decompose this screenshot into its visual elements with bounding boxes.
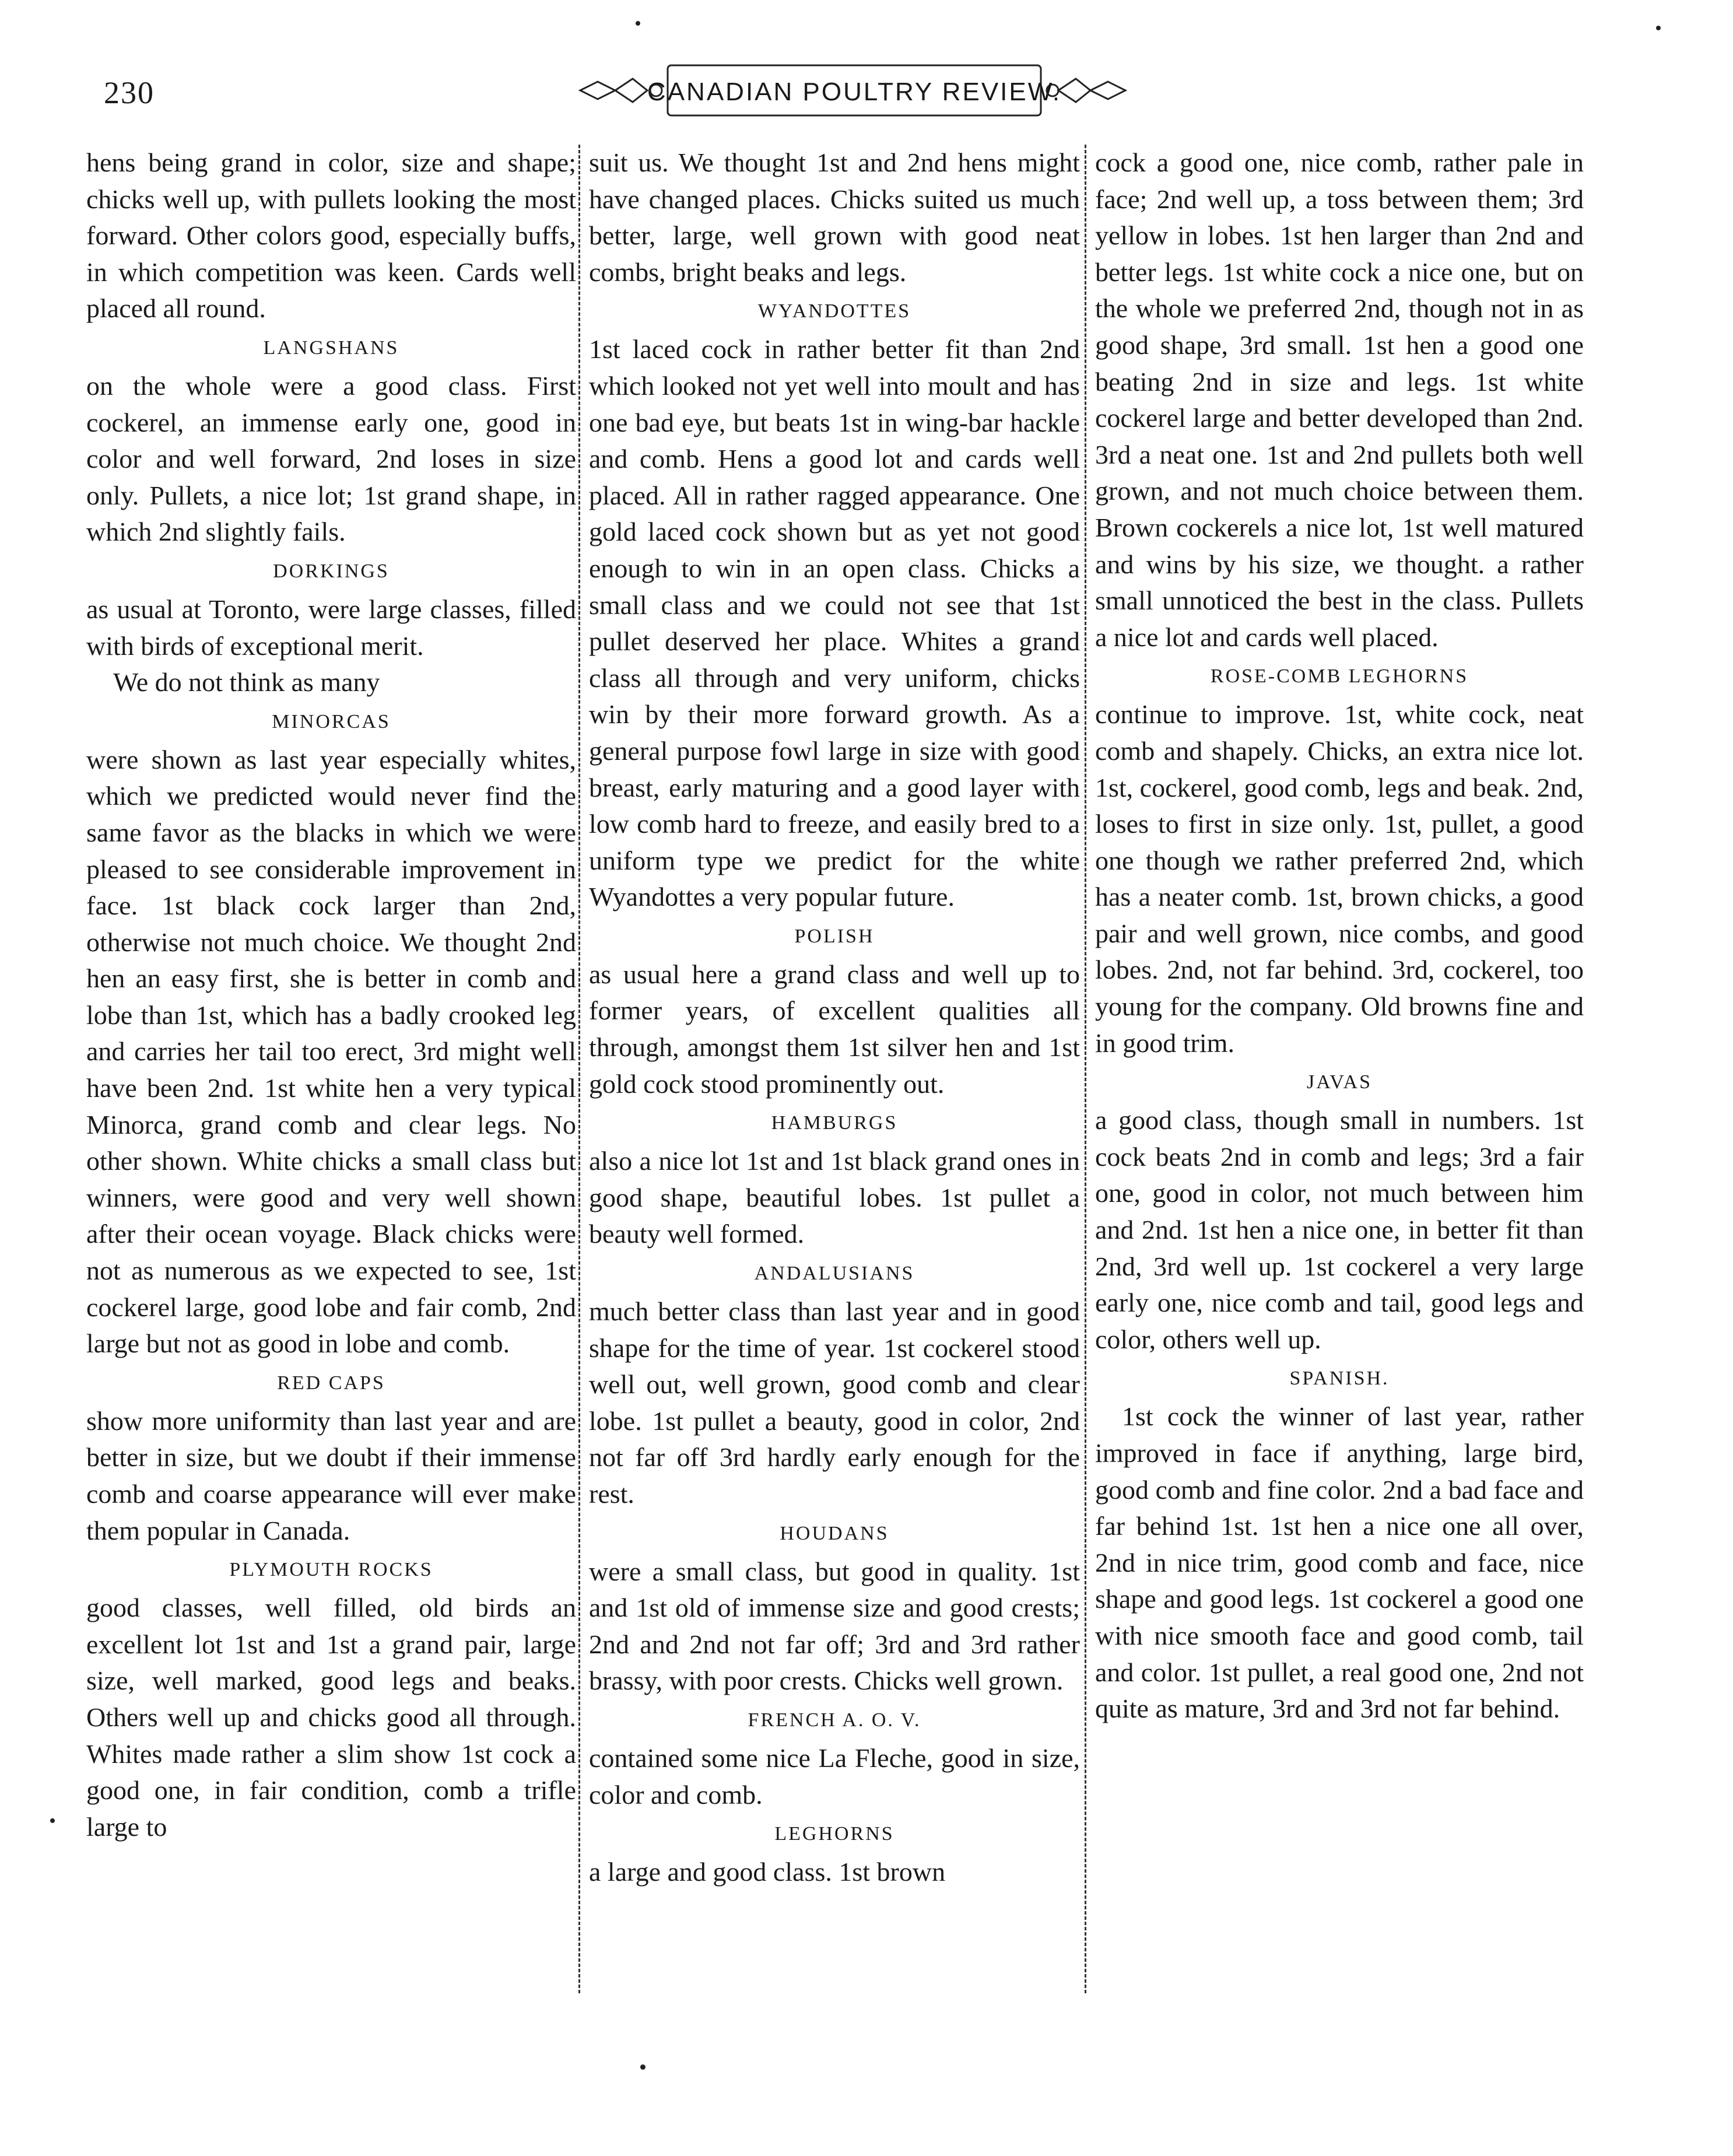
paragraph: hens being grand in color, size and shape; chicks well up, with pullets looking the most forward. Other colors good, especially buffs, in which competition was keen. Cards well placed all round.	[86, 148, 576, 324]
paragraph: were shown as last year especially whites, which we predicted would never find the same favor as the blacks in which we were pleased to see considerable improvement in face. 1st black cock larger than 2nd, otherwise not much choice. We thought 2nd hen an easy first, she is better in comb and lobe than 1st, which has a badly crooked leg and carries her tail too erect, 3rd might well have been 2nd. 1st white hen a very typical Minorca, grand comb and clear legs. No other shown. White chicks a small class but winners, were good and very well shown after their ocean voyage. Black chicks were not as numerous as we expected to see, 1st cockerel large, good lobe and fair comb, 2nd large but not as good in lobe and comb.	[86, 744, 576, 1359]
section-heading: HAMBURGS	[771, 1112, 898, 1134]
column-1	[86, 145, 576, 1845]
masthead-banner	[574, 58, 1140, 122]
section-heading: JAVAS	[1306, 1071, 1373, 1093]
section-heading: DORKINGS	[273, 560, 390, 582]
print-speck	[1656, 26, 1661, 30]
paragraph: suit us. We thought 1st and 2nd hens might have changed places. Chicks suited us much better, large, well grown with good neat combs, bright beaks and legs.	[589, 148, 1080, 287]
column-3	[1095, 145, 1584, 1727]
section-heading: LEGHORNS	[774, 1823, 894, 1845]
column-2	[589, 145, 1080, 1891]
section-heading: PLYMOUTH ROCKS	[229, 1559, 433, 1581]
paragraph: We do not think as many	[113, 667, 380, 697]
paragraph: contained some nice La Fleche, good in size, color and comb.	[589, 1743, 1080, 1810]
paragraph: a large and good class. 1st brown	[589, 1857, 946, 1887]
paragraph: much better class than last year and in good shape for the time of year. 1st cockerel stood well out, well grown, good comb and clear lobe. 1st pullet a beauty, good in color, 2nd not far off 3rd hardly early enough for the rest.	[589, 1296, 1080, 1509]
paragraph: cock a good one, nice comb, rather pale in face; 2nd well up, a toss between them; 3rd yellow in lobes. 1st hen larger than 2nd and better legs. 1st white cock a nice one, but on the whole we preferred 2nd, though not in as good shape, 3rd small. 1st hen a good one beating 2nd in size and legs. 1st white cockerel large and better developed than 2nd. 3rd a neat one. 1st and 2nd pullets both well grown, and not much choice between them. Brown cockerels a nice lot, 1st well matured and wins by his size, we thought. a rather small unnoticed the best in the class. Pullets a nice lot and cards well placed.	[1095, 148, 1584, 652]
print-speck	[640, 2064, 646, 2070]
page-number: 230	[104, 75, 155, 110]
print-speck	[50, 1818, 55, 1823]
section-heading: HOUDANS	[780, 1522, 889, 1544]
section-heading: SPANISH.	[1289, 1368, 1390, 1390]
column-divider	[1085, 145, 1086, 1993]
section-heading: RED CAPS	[277, 1372, 385, 1394]
section-heading: ROSE-COMB LEGHORNS	[1210, 665, 1469, 688]
paragraph: on the whole were a good class. First cockerel, an immense early one, good in color and well forward, 2nd loses in size only. Pullets, a nice lot; 1st grand shape, in which 2nd slightly fails.	[86, 370, 576, 547]
paragraph: as usual here a grand class and well up to former years, of excellent qualities all through, amongst them 1st silver hen and 1st gold cock stood prominently out.	[589, 959, 1080, 1099]
section-heading: MINORCAS	[272, 710, 391, 732]
paragraph: were a small class, but good in quality. 1st and 1st old of immense size and good crests; 2nd and 2nd not far off; 3rd and 3rd rather brassy, with poor crests. Chicks well grown.	[589, 1556, 1080, 1696]
paragraph: 1st cock the winner of last year, rather improved in face if anything, large bird, good comb and fine color. 2nd a bad face and far behind 1st. 1st hen a nice one all over, 2nd in nice trim, good comb and face, nice shape and good legs. 1st cockerel a good one with nice smooth face and good comb, tail and color. 1st pullet, a real good one, 2nd not quite as mature, 3rd and 3rd not far behind.	[1095, 1401, 1584, 1724]
paragraph: as usual at Toronto, were large classes, filled with birds of exceptional merit.	[86, 594, 576, 661]
paragraph: good classes, well filled, old birds an excellent lot 1st and 1st a grand pair, large size, well marked, good legs and beaks. Others well up and chicks good all through. Whites made rather a slim show 1st cock a good one, in fair condition, comb a trifle large to	[86, 1593, 576, 1842]
paragraph: a good class, though small in numbers. 1st cock beats 2nd in comb and legs; 3rd a fair one, good in color, not much between him and 2nd. 1st hen a nice one, in better fit than 2nd, 3rd well up. 1st cockerel a very large early one, nice comb and tail, good legs and color, others well up.	[1095, 1105, 1584, 1354]
paragraph: show more uniformity than last year and are better in size, but we doubt if their immense comb and coarse appearance will ever make them popular in Canada.	[86, 1405, 576, 1545]
print-speck	[636, 21, 640, 26]
masthead	[574, 58, 1140, 122]
section-heading: POLISH	[794, 925, 875, 947]
paragraph: continue to improve. 1st, white cock, neat comb and shapely. Chicks, an extra nice lot. 1st, cockerel, good comb, legs and beak. 2nd, loses to first in size only. 1st, pullet, a good one though we rather preferred 2nd, which has a neater comb. 1st, brown chicks, a good pair and well grown, nice combs, and good lobes. 2nd, not far behind. 3rd, cockerel, too young for the company. Old browns fine and in good trim.	[1095, 699, 1584, 1058]
paragraph: 1st laced cock in rather better fit than 2nd which looked not yet well into moult and has one bad eye, but beats 1st in wing-bar hackle and comb. Hens a good lot and cards well placed. All in rather ragged appearance. One gold laced cock shown but as yet not good enough to win in an open class. Chicks a small class and we could not see that 1st pullet deserved her place. Whites a grand class all through and very uniform, chicks win by their more forward growth. As a general purpose fowl large in size with good breast, early maturing and a good layer with low comb hard to freeze, and easily bred to a uniform type we predict for the white Wyandottes a very popular future.	[589, 334, 1080, 912]
section-heading: LANGSHANS	[263, 336, 399, 359]
section-heading: ANDALUSIANS	[754, 1263, 915, 1285]
masthead-title: CANADIAN POULTRY REVIEW.	[647, 78, 1062, 106]
section-heading: FRENCH A. O. V.	[748, 1709, 921, 1731]
paragraph: also a nice lot 1st and 1st black grand ones in good shape, beautiful lobes. 1st pullet a beauty well formed.	[589, 1146, 1080, 1249]
column-divider	[578, 145, 580, 1993]
section-heading: WYANDOTTES	[757, 300, 911, 322]
